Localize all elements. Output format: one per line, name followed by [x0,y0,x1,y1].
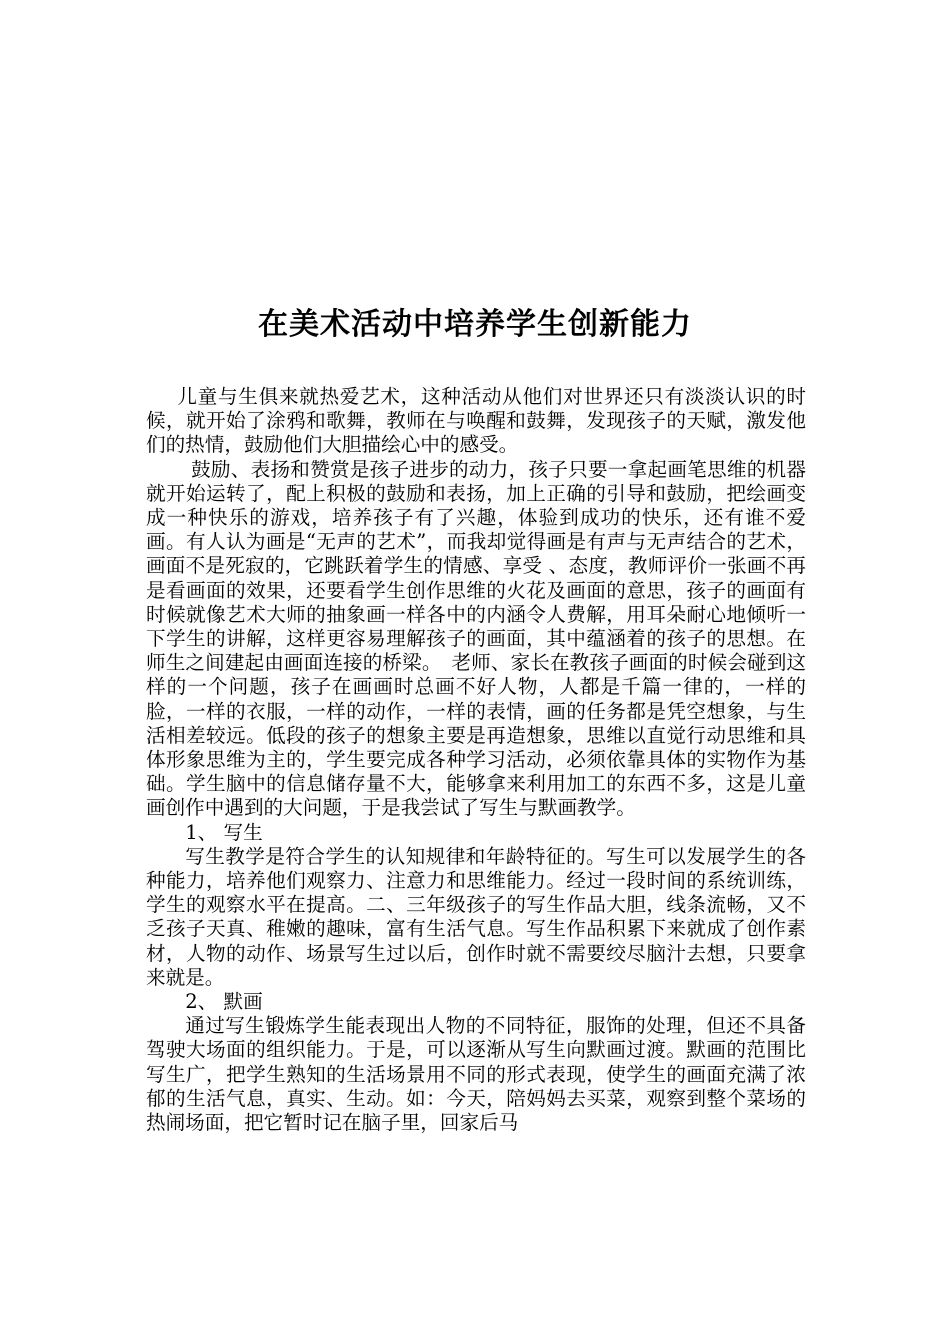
document-body [146,385,806,1135]
paragraph-memory-drawing: 通过写生锻炼学生能表现出人物的不同特征，服饰的处理，但还不具备驾驶大场面的组织能力。于是，可以逐渐从写生向默画过渡。默画的范围比写生广，把学生熟知的生活场景用不同的形式表现，使学生的画面充满了浓郁的生活气息，真实、生动。如：今天，陪妈妈去买菜，观察到整个菜场的热闹场面，把它暂时记在脑子里，回家后马 [146,1014,806,1135]
paragraph-sketching: 写生教学是符合学生的认知规律和年龄特征的。写生可以发展学生的各种能力，培养他们观察力、注意力和思维能力。经过一段时间的系统训练，学生的观察水平在提高。二、三年级孩子的写生作品大胆，线条流畅，又不乏孩子天真、稚嫩的趣味，富有生活气息。写生作品积累下来就成了创作素材，人物的动作、场景写生过以后，创作时就不需要绞尽脑汁去想，只要拿来就是。 [146,844,806,989]
section-heading-sketching: 1、 写生 [185,820,263,844]
paragraph-encouragement: 鼓励、表扬和赞赏是孩子进步的动力，孩子只要一拿起画笔思维的机器就开始运转了，配上积极的鼓励和表扬，加上正确的引导和鼓励，把绘画变成一种快乐的游戏，培养孩子有了兴趣，体验到成功的快乐，还有谁不爱画。有人认为画是“无声的艺术”，而我却觉得画是有声与无声结合的艺术，画面不是死寂的，它跳跃着学生的情感、享受 、态度，教师评价一张画不再是看画面的效果，还要看学生创作思维的火花及画面的意思，孩子的画面有时候就像艺术大师的抽象画一样各中的内涵令人费解，用耳朵耐心地倾听一下学生的讲解，这样更容易理解孩子的画面，其中蕴涵着的孩子的思想。在师生之间建起由画面连接的桥梁。 老师、家长在教孩子画面的时候会碰到这样的一个问题，孩子在画画时总画不好人物，人都是千篇一律的，一样的脸，一样的衣服，一样的动作，一样的表情，画的任务都是凭空想象，与生活相差较远。低段的孩子的想象主要是再造想象，思维以直觉行动思维和具体形象思维为主的，学生要完成各种学习活动，必须依靠具体的实物作为基础。学生脑中的信息储存量不大，能够拿来利用加工的东西不多，这是儿童画创作中遇到的大问题，于是我尝试了写生与默画教学。 [146,457,806,820]
document-title: 在美术活动中培养学生创新能力 [258,307,692,342]
paragraph-intro: 儿童与生俱来就热爱艺术，这种活动从他们对世界还只有淡淡认识的时候，就开始了涂鸦和歌舞，教师在与唤醒和鼓舞，发现孩子的天赋，激发他们的热情，鼓励他们大胆描绘心中的感受。 [146,385,806,457]
section-heading-memory-drawing: 2、 默画 [185,990,263,1014]
